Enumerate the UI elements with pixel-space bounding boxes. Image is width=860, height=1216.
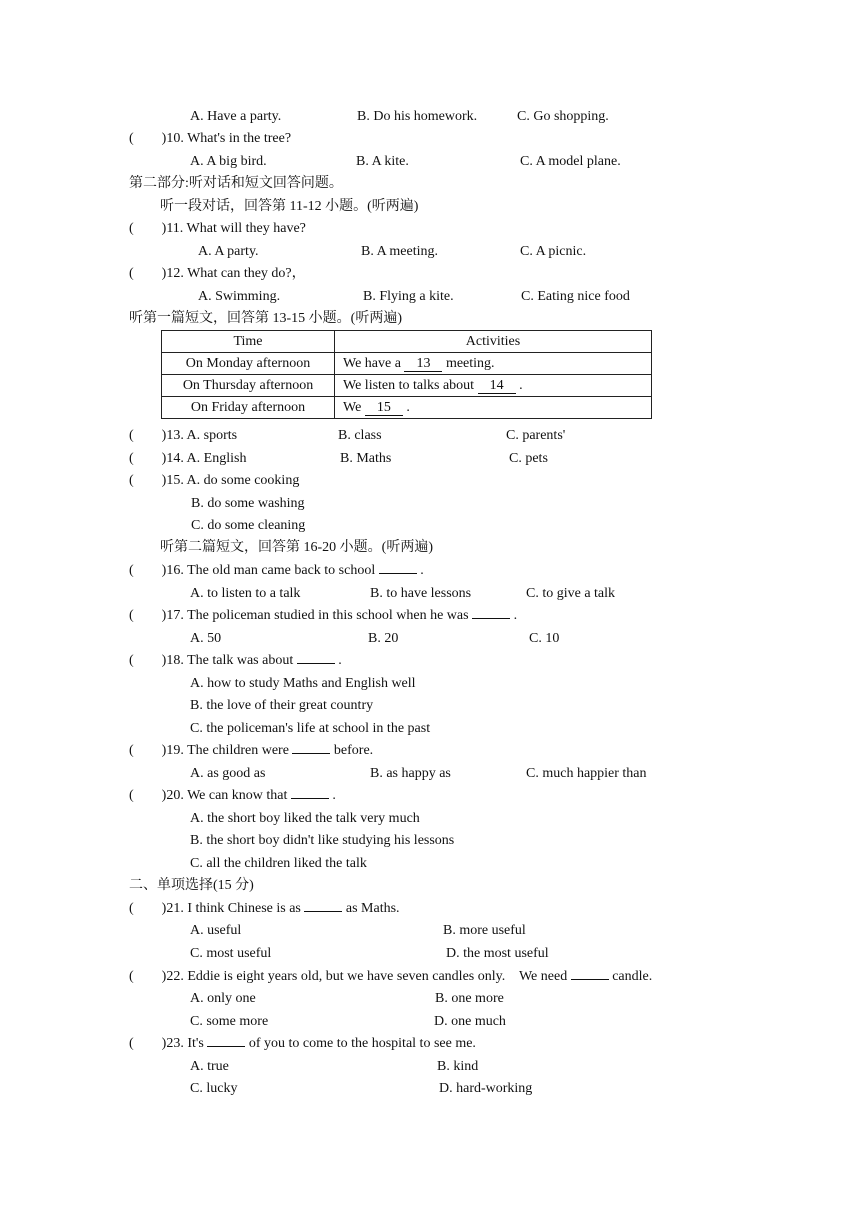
text-line: C. A model plane. (520, 154, 621, 169)
activities-header: Activities (335, 331, 652, 353)
answer-blank: 13 (404, 356, 442, 372)
text-line: A. as good as (190, 766, 266, 781)
answer-blank: 15 (365, 400, 403, 416)
answer-blank[interactable] (379, 573, 417, 574)
answer-blank[interactable] (207, 1046, 245, 1047)
text-line: A. the short boy liked the talk very much (190, 811, 420, 826)
text-line: C. the policeman's life at school in the past (190, 721, 431, 736)
answer-blank[interactable] (297, 663, 335, 664)
text-line: B. one more (435, 991, 504, 1006)
text-line: C. Eating nice food (521, 289, 630, 304)
text-line: 二、单项选择(15 分) (129, 878, 254, 893)
time-cell: On Friday afternoon (162, 397, 335, 419)
text-line: 听第二篇短文，回答第 16-20 小题。(听两遍) (160, 540, 433, 555)
text-line: D. the most useful (446, 946, 549, 961)
text-line: A. A big bird. (190, 154, 267, 169)
question-19: ( )19. The children were before. (129, 743, 374, 758)
text-line: B. do some washing (191, 496, 305, 511)
text-line: ( )15. A. do some cooking (129, 473, 300, 488)
text-line: C. some more (190, 1014, 269, 1029)
text-line: A. Have a party. (190, 109, 282, 124)
text-line: B. class (338, 428, 382, 443)
text-line: B. A kite. (356, 154, 409, 169)
text-line: C. much happier than (526, 766, 647, 781)
text-line: B. the love of their great country (190, 698, 374, 713)
text-line: C. Go shopping. (517, 109, 609, 124)
text-line: A. only one (190, 991, 256, 1006)
text-line: ( )11. What will they have? (129, 221, 306, 236)
answer-blank: 14 (478, 378, 516, 394)
text-line: B. the short boy didn't like studying his lessons (190, 833, 455, 848)
text-line: A. A party. (198, 244, 259, 259)
text-line: B. Maths (340, 451, 392, 466)
table-row (162, 375, 652, 397)
text-line: ( )10. What's in the tree? (129, 131, 292, 146)
answer-blank[interactable] (571, 979, 609, 980)
text-line: 第二部分:听对话和短文回答问题。 (129, 176, 343, 191)
text-line: C. lucky (190, 1081, 238, 1096)
answer-blank[interactable] (472, 618, 510, 619)
text-line: ( )12. What can they do?， (129, 266, 306, 281)
table-row (162, 353, 652, 375)
text-line: C. pets (509, 451, 548, 466)
text-line: B. to have lessons (370, 586, 472, 601)
text-line: A. Swimming. (198, 289, 281, 304)
text-line: B. kind (437, 1059, 479, 1074)
text-line: ( )14. A. English (129, 451, 247, 466)
table-row (162, 397, 652, 419)
answer-blank[interactable] (292, 753, 330, 754)
question-16: ( )16. The old man came back to school . (129, 563, 424, 578)
time-cell: On Monday afternoon (162, 353, 335, 375)
text-line: C. do some cleaning (191, 518, 306, 533)
time-cell: On Thursday afternoon (162, 375, 335, 397)
text-line: 听第一篇短文，回答第 13-15 小题。(听两遍) (129, 311, 402, 326)
answer-blank[interactable] (304, 911, 342, 912)
text-line: 听一段对话，回答第 11-12 小题。(听两遍) (160, 199, 419, 214)
question-17: ( )17. The policeman studied in this school when he was . (129, 608, 518, 623)
text-line: C. all the children liked the talk (190, 856, 367, 871)
answer-blank[interactable] (291, 798, 329, 799)
text-line: C. 10 (529, 631, 560, 646)
activity-cell: We listen to talks about 14 . (335, 375, 652, 397)
question-21: ( )21. I think Chinese is as as Maths. (129, 901, 400, 916)
text-line: C. parents' (506, 428, 566, 443)
text-line: C. most useful (190, 946, 272, 961)
text-line: B. Flying a kite. (363, 289, 454, 304)
text-line: B. as happy as (370, 766, 451, 781)
question-23: ( )23. It's of you to come to the hospital to see me. (129, 1036, 476, 1051)
time-header: Time (162, 331, 335, 353)
table-header-row (162, 331, 652, 353)
text-line: A. true (190, 1059, 229, 1074)
text-line: B. A meeting. (361, 244, 438, 259)
text-line: ( )13. A. sports (129, 428, 238, 443)
text-line: A. 50 (190, 631, 222, 646)
question-20: ( )20. We can know that . (129, 788, 336, 803)
activities-table (161, 330, 652, 419)
text-line: C. to give a talk (526, 586, 616, 601)
text-line: B. Do his homework. (357, 109, 478, 124)
text-line: D. one much (434, 1014, 506, 1029)
text-line: A. how to study Maths and English well (190, 676, 416, 691)
activity-cell: We 15 . (335, 397, 652, 419)
text-line: B. more useful (443, 923, 526, 938)
text-line: D. hard-working (439, 1081, 533, 1096)
question-22: ( )22. Eddie is eight years old, but we have seven candles only. We need candle. (129, 969, 653, 984)
question-18: ( )18. The talk was about . (129, 653, 342, 668)
text-line: C. A picnic. (520, 244, 587, 259)
activity-cell: We have a 13 meeting. (335, 353, 652, 375)
text-line: A. to listen to a talk (190, 586, 301, 601)
text-line: A. useful (190, 923, 242, 938)
text-line: B. 20 (368, 631, 399, 646)
